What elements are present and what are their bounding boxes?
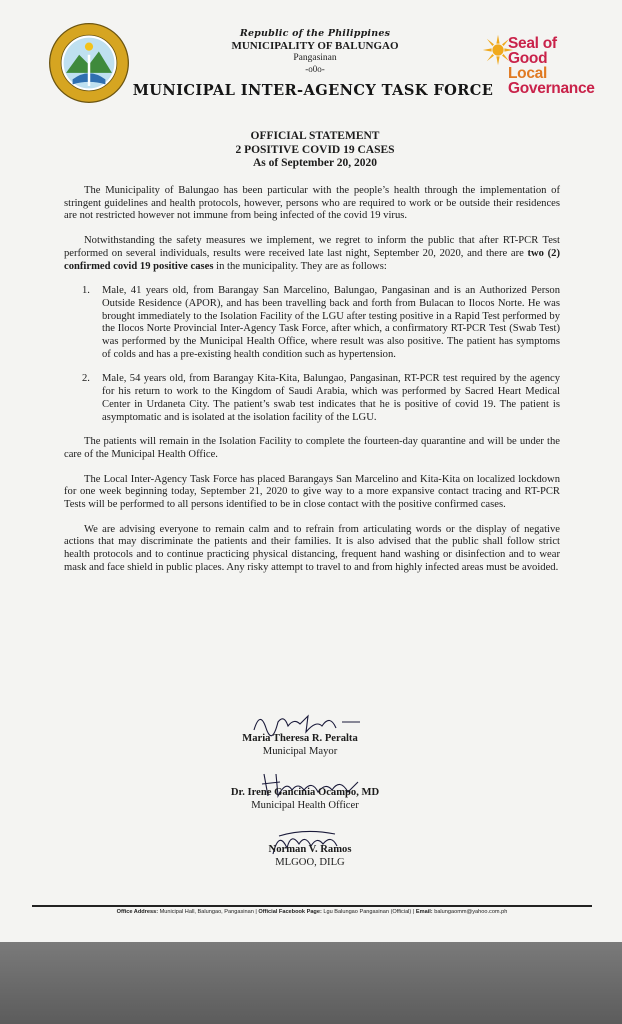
health-officer-signatory — [205, 786, 405, 812]
paragraph-5: We are advising everyone to remain calm and to refrain from articulating words or the display of negative actions that may discriminate the patients and their families. It is also advised that the public shall follow strict health protocols and to continue practicing physical distancing, frequent hand washing or disinfection and to wear mask and face shield in public places. Any risky attempt to travel to and from highly infected areas must be avoided. — [64, 523, 560, 573]
sgl-line-2: Good — [508, 50, 548, 67]
task-force-heading: MUNICIPAL INTER-AGENCY TASK FORCE — [132, 82, 494, 99]
paragraph-3: The patients will remain in the Isolation Facility to complete the fourteen-day quarantine and will be under the care of the Municipal Health Office. — [64, 436, 560, 460]
municipality-heading: MUNICIPALITY OF BALUNGAO — [231, 40, 399, 52]
scan-background — [0, 942, 622, 1024]
case-number: 1. — [82, 285, 90, 297]
case-number: 2. — [82, 373, 90, 385]
footer-fb: Lgu Balungao Pangasinan (Official) | — [321, 909, 416, 915]
signatory-title: Municipal Health Officer — [251, 800, 359, 811]
header-divider: -o0o- — [305, 64, 325, 74]
case-item — [82, 285, 560, 361]
footer-address-label: Office Address: — [116, 909, 159, 915]
paragraph-2 — [64, 235, 560, 273]
case-description: Male, 41 years old, from Barangay San Marcelino, Balungao, Pangasinan and is an Authorized Person Outside Residence (APOR), and has been travelling back and forth from Bulacan to Ilocos Norte. He was brought immediately to the Isolation Facility of the LGU after testing positive in a Rapid Test performed by the Ilocos Norte Provincial Inter-Agency Task Force, after which, a confirmatory RT-PCR Test (Swab Test) was performed by the Municipal Health Office, where result was also positive. The patient has symptoms of colds and has a pre-existing health condition such as hypertension. — [102, 285, 560, 360]
case-description: Male, 54 years old, from Barangay Kita-Kita, Balungao, Pangasinan, RT-PCR test required by the agency for his return to work to the Kingdom of Saudi Arabia, which was performed by Sacred Heart Medical Center in Urdaneta City. The patient’s swab test indicates that he is positive of covid 19. The patient is asymptomatic and is isolated at the isolation facility of the LGU. — [102, 373, 560, 423]
case-list — [82, 285, 560, 424]
mayor-signatory — [220, 732, 380, 758]
title-line-1: OFFICIAL STATEMENT — [250, 130, 380, 142]
mlgoo-signatory — [240, 843, 380, 869]
paragraph-2-bold: two (2) confirmed covid 19 positive cases — [64, 247, 560, 272]
sgl-line-4: Governance — [508, 80, 595, 97]
statement-title — [150, 130, 480, 171]
title-line-3: As of September 20, 2020 — [252, 157, 378, 169]
footer-address: Municipal Hall, Balungao, Pangasinan | — [158, 909, 259, 915]
paragraph-4: The Local Inter-Agency Task Force has placed Barangays San Marcelino and Kita-Kita on localized lockdown for one week beginning today, September 21, 2020 to give way to a more expansive contact tracing and RT-PCR Tests will be performed to all persons identified to be in close contact with the positive confirmed cases. — [64, 473, 560, 511]
statement-body — [64, 185, 560, 587]
title-line-2: 2 POSITIVE COVID 19 CASES — [235, 143, 395, 156]
footer-email-label: Email: — [415, 909, 433, 915]
footer-fb-label: Official Facebook Page: — [258, 909, 322, 915]
signatory-name: Norman V. Ramos — [268, 844, 352, 855]
signatory-title: Municipal Mayor — [262, 746, 338, 757]
province-heading: Pangasinan — [293, 53, 337, 63]
paragraph-1: The Municipality of Balungao has been particular with the people’s health through the implementation of stringent guidelines and health protocols, however, persons who are required to work or be outside their residences are not restricted however not immune from being infected of the covid 19 virus. — [64, 185, 560, 222]
signatory-title: MLGOO, DILG — [275, 857, 345, 868]
paragraph-2-text-a: Notwithstanding the safety measures we implement, we regret to inform the public that after RT-PCR Test performed on several individuals, results were received late last night, September 20, 2020, and there are — [64, 235, 560, 259]
sgl-line-3: Local — [508, 65, 547, 82]
footer — [32, 909, 592, 915]
seal-of-good-local-governance-logo — [482, 34, 608, 104]
republic-heading: Republic of the Philippines — [239, 28, 391, 39]
signatory-name: Dr. Irene Gancinia Ocampo, MD — [230, 787, 380, 798]
paragraph-2-text-b: in the municipality. They are as follows: — [213, 260, 387, 272]
footer-email: balungaomm@yahoo.com.ph — [432, 909, 508, 915]
signatory-name: Maria Theresa R. Peralta — [242, 733, 358, 744]
footer-divider — [32, 905, 592, 907]
sgl-line-1: Seal of — [508, 35, 557, 52]
case-item — [82, 373, 560, 424]
